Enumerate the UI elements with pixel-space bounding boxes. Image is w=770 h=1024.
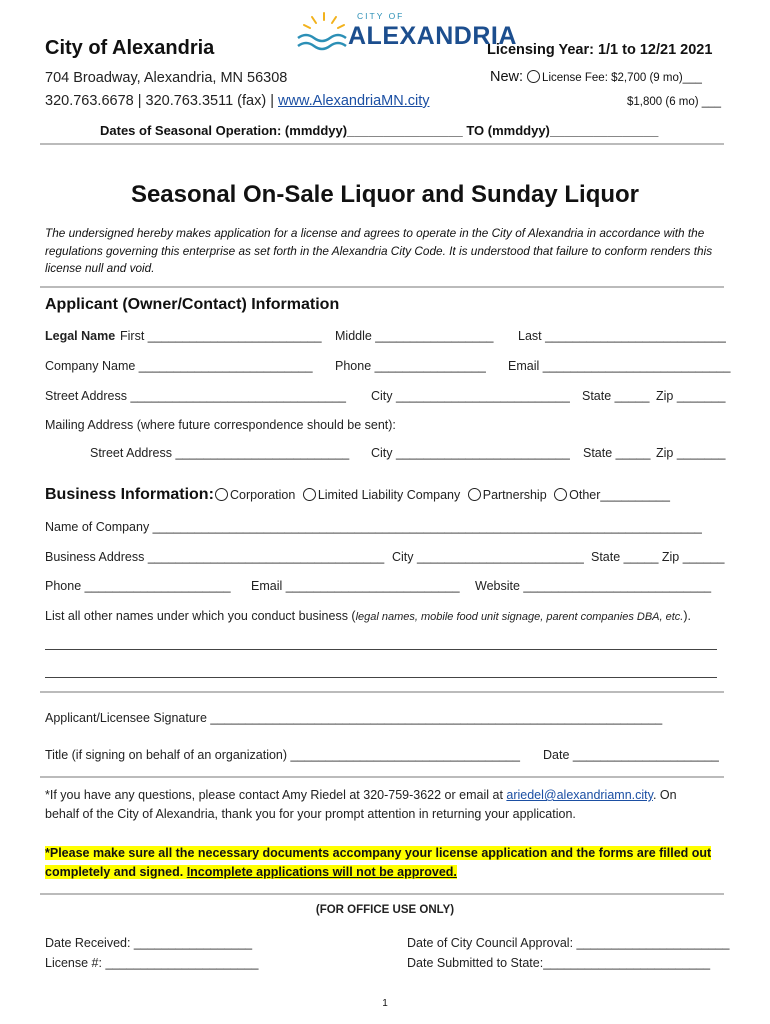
- entity-type-options: [211, 488, 670, 502]
- state-field[interactable]: State _____: [582, 389, 650, 403]
- other-names-prompt: [45, 609, 691, 623]
- divider: [40, 893, 724, 895]
- fee-9mo: License Fee: $2,700 (9 mo)___: [542, 72, 702, 84]
- contact-thanks: behalf of the City of Alexandria, thank you for your prompt attention in returning your application.: [45, 807, 576, 821]
- other-names-examples: legal names, mobile food unit signage, parent companies DBA, etc.: [355, 611, 684, 623]
- page-title: Seasonal On-Sale Liquor and Sunday Liquor: [130, 181, 640, 208]
- street-address-field[interactable]: Street Address _______________________________: [45, 389, 346, 403]
- mailing-zip-field[interactable]: Zip _______: [656, 446, 726, 460]
- phone-field[interactable]: Phone ________________: [335, 359, 486, 373]
- org-address: 704 Broadway, Alexandria, MN 56308: [45, 70, 288, 86]
- business-state-zip-field[interactable]: State _____ Zip ______: [591, 550, 725, 564]
- other-radio[interactable]: [554, 488, 567, 501]
- warning-text: *Please make sure all the necessary documents accompany your license application and the forms are filled out: [45, 846, 712, 860]
- license-number-field[interactable]: License #: ______________________: [45, 956, 259, 970]
- contact-email-link[interactable]: ariedel@alexandriamn.city: [506, 788, 653, 802]
- city-field[interactable]: City _________________________: [371, 389, 570, 403]
- other-names-line[interactable]: [45, 649, 717, 650]
- middle-name-field[interactable]: Middle _________________: [335, 329, 494, 343]
- website-link[interactable]: www.AlexandriaMN.city: [278, 93, 430, 109]
- mailing-city-field[interactable]: City _________________________: [371, 446, 570, 460]
- intro-paragraph: The undersigned hereby makes application for a license and agrees to operate in the City of Alexandria in accordance with the regulations governing this enterprise as set forth in the Alexandria City Code. It is understood that failure to conform renders this license null and void.: [45, 226, 713, 275]
- other-names-text: List all other names under which you conduct business (: [45, 609, 356, 623]
- signature-field[interactable]: Applicant/Licensee Signature _________________________________________________________________: [45, 711, 663, 725]
- logo-city-of: CITY OF: [357, 11, 405, 21]
- phones-text: 320.763.6678 | 320.763.3511 (fax) |: [45, 93, 278, 109]
- divider: [40, 286, 724, 288]
- applicant-heading: Applicant (Owner/Contact) Information: [45, 296, 340, 313]
- new-radio[interactable]: [527, 70, 540, 83]
- business-phone-field[interactable]: Phone _____________________: [45, 579, 231, 593]
- partnership-label: Partnership: [482, 488, 547, 502]
- warning-emphasis: Incomplete applications will not be approved.: [186, 865, 457, 879]
- other-names-end: ).: [683, 609, 691, 623]
- new-label: New:: [490, 69, 524, 85]
- last-name-field[interactable]: Last __________________________: [518, 329, 726, 343]
- business-heading: Business Information:: [45, 486, 214, 503]
- org-name: City of Alexandria: [45, 37, 215, 59]
- org-contact-line: [45, 93, 430, 109]
- corporation-radio[interactable]: [215, 488, 228, 501]
- other-label[interactable]: Other__________: [569, 488, 670, 502]
- new-license-row: [490, 69, 702, 85]
- business-email-field[interactable]: Email _________________________: [251, 579, 460, 593]
- page-number: 1: [382, 998, 388, 1009]
- zip-field[interactable]: Zip _______: [656, 389, 726, 403]
- business-address-field[interactable]: Business Address __________________________________: [45, 550, 385, 564]
- mailing-note: Mailing Address (where future correspondence should be sent):: [45, 418, 396, 432]
- partnership-radio[interactable]: [468, 488, 481, 501]
- warning-line-1: [45, 844, 711, 862]
- divider: [40, 776, 724, 778]
- logo-alexandria: ALEXANDRIA: [348, 22, 517, 50]
- contact-text-end: . On: [652, 788, 677, 802]
- divider: [40, 143, 724, 145]
- council-approval-field[interactable]: Date of City Council Approval: ______________________: [407, 936, 730, 950]
- other-names-line[interactable]: [45, 677, 717, 678]
- company-name-field[interactable]: Name of Company _______________________________________________________________________________: [45, 520, 702, 534]
- date-received-field[interactable]: Date Received: _________________: [45, 936, 253, 950]
- contact-info: [45, 788, 677, 802]
- fee-6mo: $1,800 (6 mo) ___: [627, 96, 721, 108]
- office-use-heading: (FOR OFFICE USE ONLY): [315, 904, 455, 916]
- business-website-field[interactable]: Website ___________________________: [475, 579, 712, 593]
- dates-of-operation[interactable]: Dates of Seasonal Operation: (mmddyy)________________ TO (mmddyy)_______________: [100, 123, 659, 138]
- state-submission-field[interactable]: Date Submitted to State:________________________: [407, 956, 711, 970]
- legal-name-label: Legal Name: [45, 329, 116, 343]
- warning-line-2: [45, 863, 457, 881]
- company-name-field[interactable]: Company Name _________________________: [45, 359, 313, 373]
- email-field[interactable]: Email ___________________________: [508, 359, 731, 373]
- llc-label: Limited Liability Company: [317, 488, 461, 502]
- warning-text: completely and signed.: [45, 865, 187, 879]
- mailing-street-field[interactable]: Street Address _________________________: [90, 446, 350, 460]
- title-field[interactable]: Title (if signing on behalf of an organization) _________________________________: [45, 748, 520, 762]
- mailing-state-field[interactable]: State _____: [583, 446, 651, 460]
- llc-radio[interactable]: [303, 488, 316, 501]
- contact-text: *If you have any questions, please contact Amy Riedel at 320-759-3622 or email at: [45, 788, 507, 802]
- divider: [40, 691, 724, 693]
- business-city-field[interactable]: City ________________________: [392, 550, 584, 564]
- date-field[interactable]: Date _____________________: [543, 748, 719, 762]
- licensing-year: Licensing Year: 1/1 to 12/21 2021: [487, 42, 713, 58]
- first-name-field[interactable]: First _________________________: [120, 329, 322, 343]
- corporation-label: Corporation: [230, 488, 296, 502]
